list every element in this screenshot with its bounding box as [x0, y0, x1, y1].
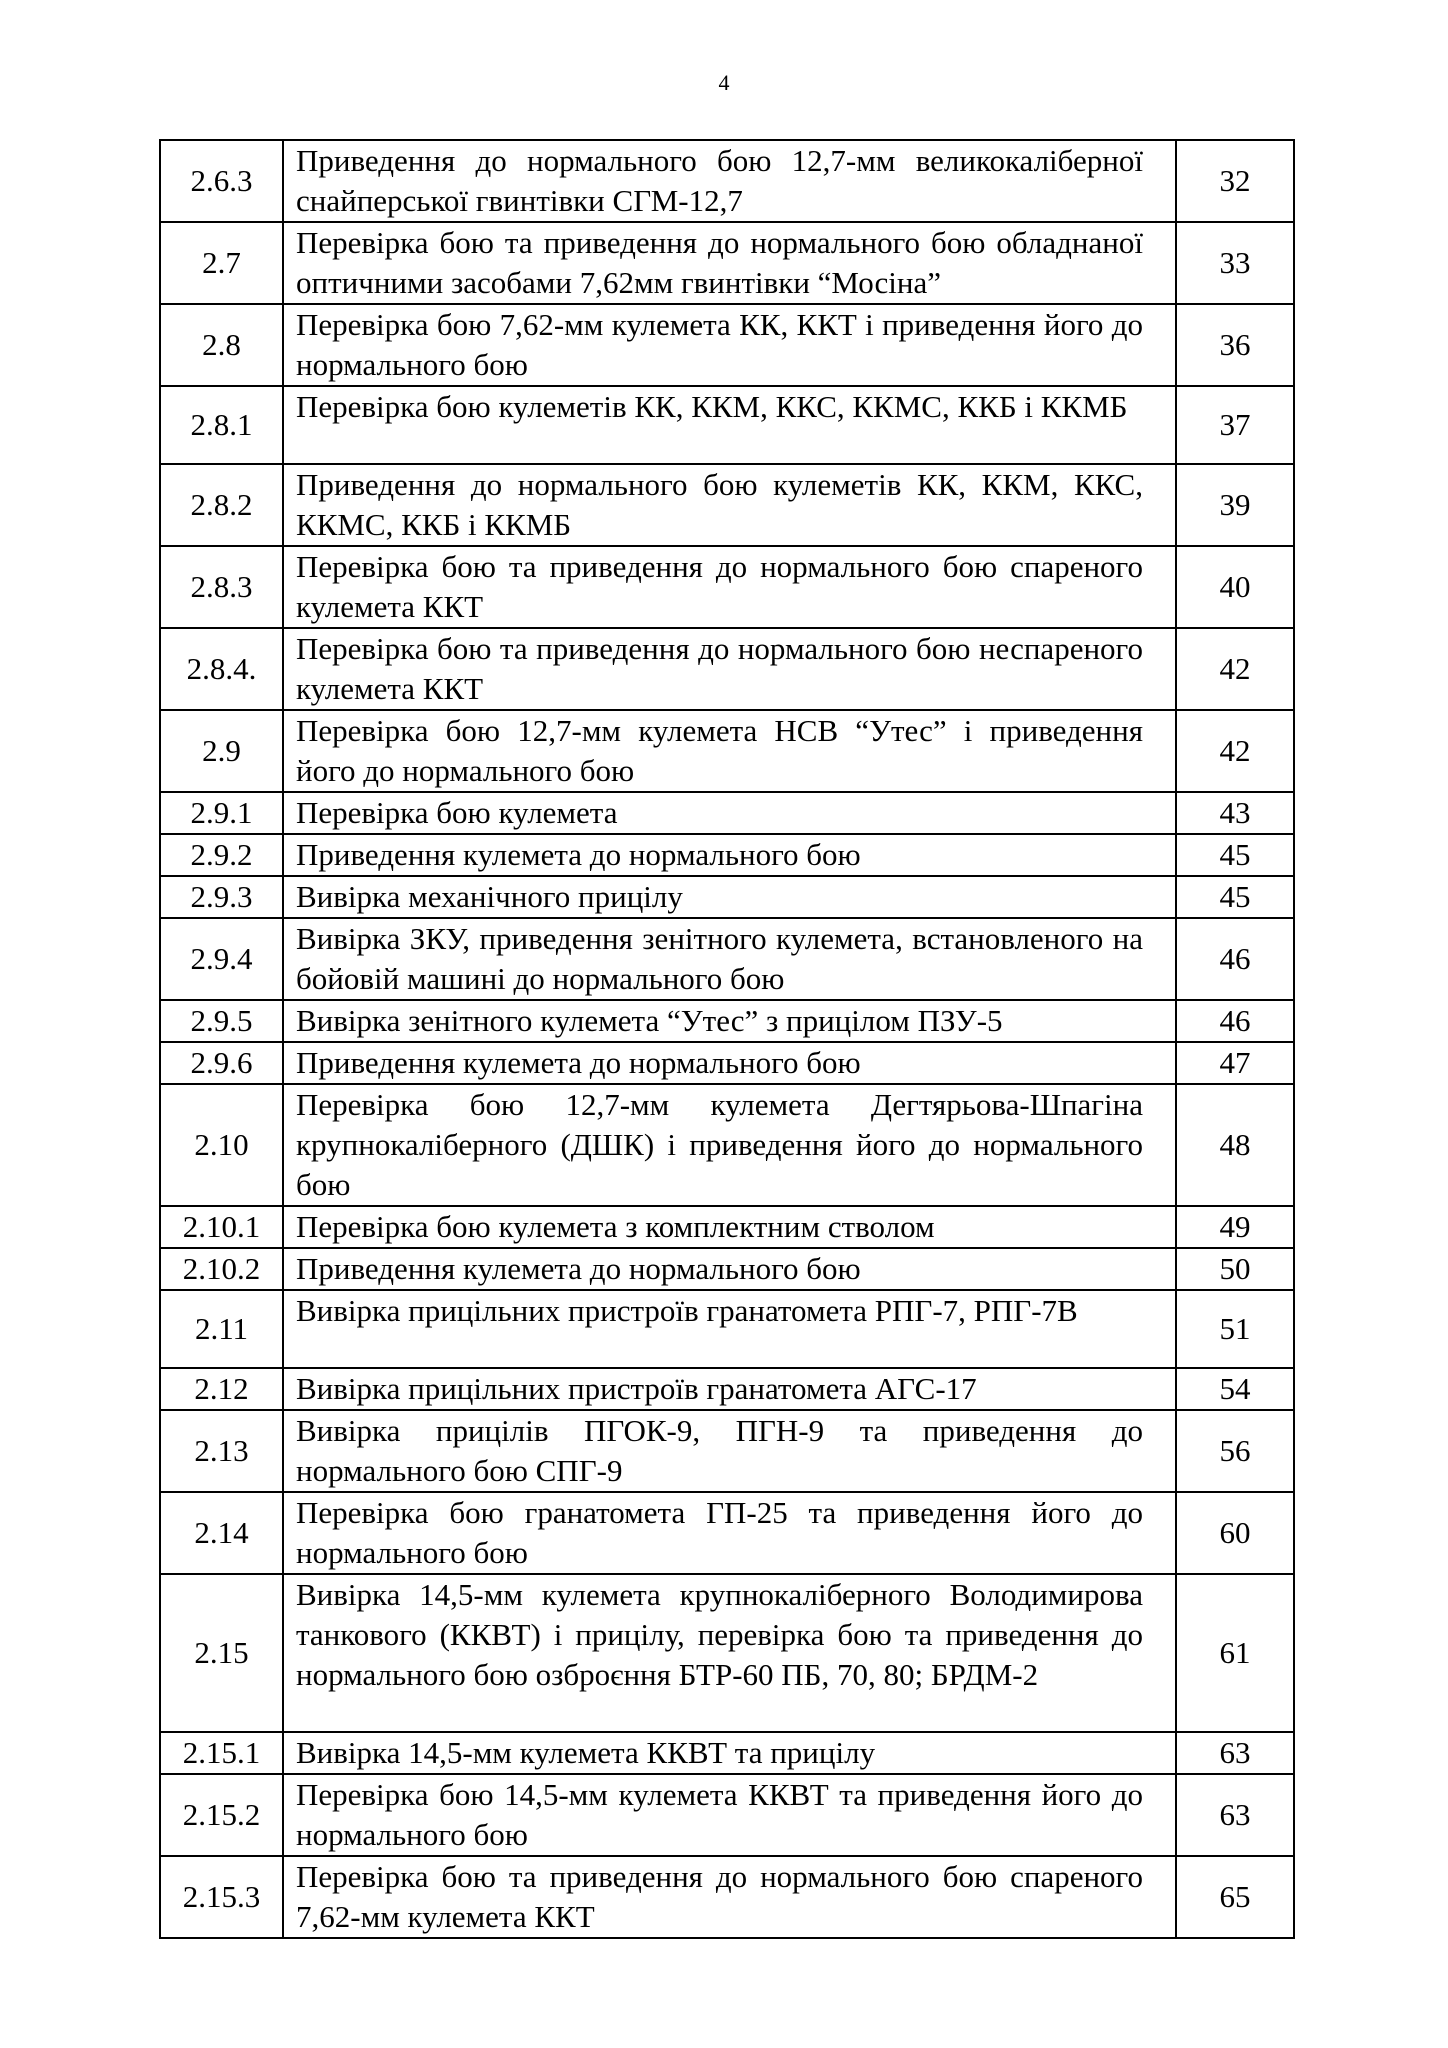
section-number: 2.8.1 — [160, 386, 283, 464]
toc-row — [160, 1206, 1294, 1248]
section-title: Перевірка бою 12,7-мм кулемета Дегтярьова-Шпагіна крупнокаліберного (ДШК) і приведення його до нормального бою — [283, 1084, 1176, 1206]
toc-row — [160, 834, 1294, 876]
section-title: Перевірка бою та приведення до нормального бою спареного 7,62-мм кулемета ККТ — [283, 1856, 1176, 1938]
section-number: 2.10.1 — [160, 1206, 283, 1248]
page-ref: 40 — [1176, 546, 1294, 628]
section-number: 2.7 — [160, 222, 283, 304]
section-title: Перевірка бою гранатомета ГП-25 та приведення його до нормального бою — [283, 1492, 1176, 1574]
page-ref: 63 — [1176, 1732, 1294, 1774]
page-ref: 49 — [1176, 1206, 1294, 1248]
section-title: Перевірка бою 7,62-мм кулемета КК, ККТ і приведення його до нормального бою — [283, 304, 1176, 386]
section-number: 2.9.2 — [160, 834, 283, 876]
section-number: 2.13 — [160, 1410, 283, 1492]
toc-row — [160, 1410, 1294, 1492]
section-title: Приведення кулемета до нормального бою — [283, 1248, 1176, 1290]
section-title: Приведення кулемета до нормального бою — [283, 1042, 1176, 1084]
toc-row — [160, 1574, 1294, 1732]
section-title: Перевірка бою та приведення до нормального бою неспареного кулемета ККТ — [283, 628, 1176, 710]
page-ref: 43 — [1176, 792, 1294, 834]
section-number: 2.9 — [160, 710, 283, 792]
page-ref: 48 — [1176, 1084, 1294, 1206]
table-of-contents — [159, 139, 1295, 1939]
section-title: Вивірка зенітного кулемета “Утес” з прицілом ПЗУ-5 — [283, 1000, 1176, 1042]
toc-row — [160, 140, 1294, 222]
page-ref: 39 — [1176, 464, 1294, 546]
page-ref: 56 — [1176, 1410, 1294, 1492]
page-ref: 51 — [1176, 1290, 1294, 1368]
toc-row — [160, 628, 1294, 710]
page-ref: 54 — [1176, 1368, 1294, 1410]
toc-row — [160, 386, 1294, 464]
page-ref: 46 — [1176, 1000, 1294, 1042]
section-number: 2.8.2 — [160, 464, 283, 546]
page-ref: 61 — [1176, 1574, 1294, 1732]
section-title: Вивірка прицільних пристроїв гранатомета РПГ-7, РПГ-7В — [283, 1290, 1176, 1368]
section-number: 2.14 — [160, 1492, 283, 1574]
toc-row — [160, 710, 1294, 792]
toc-row — [160, 222, 1294, 304]
toc-row — [160, 1732, 1294, 1774]
section-title: Вивірка прицілів ПГОК-9, ПГН-9 та приведення до нормального бою СПГ-9 — [283, 1410, 1176, 1492]
section-number: 2.15.2 — [160, 1774, 283, 1856]
section-number: 2.9.1 — [160, 792, 283, 834]
page-ref: 32 — [1176, 140, 1294, 222]
toc-row — [160, 1368, 1294, 1410]
section-number: 2.9.3 — [160, 876, 283, 918]
section-title: Приведення до нормального бою кулеметів КК, ККМ, ККС, ККМС, ККБ і ККМБ — [283, 464, 1176, 546]
section-number: 2.9.5 — [160, 1000, 283, 1042]
toc-row — [160, 546, 1294, 628]
page-ref: 45 — [1176, 876, 1294, 918]
page-number: 4 — [718, 70, 730, 95]
section-number: 2.15.1 — [160, 1732, 283, 1774]
section-number: 2.8 — [160, 304, 283, 386]
toc-row — [160, 1774, 1294, 1856]
toc-row — [160, 1084, 1294, 1206]
toc-row — [160, 1856, 1294, 1938]
section-title: Перевірка бою та приведення до нормального бою обладнаної оптичними засобами 7,62мм гвинтівки “Мосіна” — [283, 222, 1176, 304]
page-ref: 46 — [1176, 918, 1294, 1000]
section-number: 2.12 — [160, 1368, 283, 1410]
section-title: Перевірка бою кулемета — [283, 792, 1176, 834]
section-title: Перевірка бою 14,5-мм кулемета ККВТ та приведення його до нормального бою — [283, 1774, 1176, 1856]
section-title: Вивірка ЗКУ, приведення зенітного кулемета, встановленого на бойовій машині до нормального бою — [283, 918, 1176, 1000]
toc-row — [160, 1290, 1294, 1368]
section-title: Перевірка бою 12,7-мм кулемета НСВ “Утес” і приведення його до нормального бою — [283, 710, 1176, 792]
toc-row — [160, 1492, 1294, 1574]
toc-row — [160, 792, 1294, 834]
section-title: Вивірка 14,5-мм кулемета крупнокаліберного Володимирова танкового (ККВТ) і прицілу, перевірка бою та приведення до нормального бою озброєння БТР-60 ПБ, 70, 80; БРДМ-2 — [283, 1574, 1176, 1732]
section-title: Приведення до нормального бою 12,7-мм великокаліберної снайперської гвинтівки СГМ-12,7 — [283, 140, 1176, 222]
section-number: 2.10.2 — [160, 1248, 283, 1290]
section-number: 2.10 — [160, 1084, 283, 1206]
page-ref: 47 — [1176, 1042, 1294, 1084]
toc-row — [160, 1000, 1294, 1042]
section-title: Приведення кулемета до нормального бою — [283, 834, 1176, 876]
page-ref: 42 — [1176, 628, 1294, 710]
toc-row — [160, 304, 1294, 386]
section-number: 2.8.4. — [160, 628, 283, 710]
page-ref: 65 — [1176, 1856, 1294, 1938]
toc-row — [160, 876, 1294, 918]
toc-row — [160, 464, 1294, 546]
page-ref: 36 — [1176, 304, 1294, 386]
page-ref: 42 — [1176, 710, 1294, 792]
page-ref: 60 — [1176, 1492, 1294, 1574]
section-number: 2.8.3 — [160, 546, 283, 628]
page-ref: 33 — [1176, 222, 1294, 304]
section-number: 2.11 — [160, 1290, 283, 1368]
section-number: 2.9.4 — [160, 918, 283, 1000]
page-ref: 50 — [1176, 1248, 1294, 1290]
section-number: 2.9.6 — [160, 1042, 283, 1084]
section-title: Вивірка механічного прицілу — [283, 876, 1176, 918]
toc-row — [160, 1042, 1294, 1084]
toc-row — [160, 918, 1294, 1000]
section-number: 2.15 — [160, 1574, 283, 1732]
section-title: Перевірка бою та приведення до нормального бою спареного кулемета ККТ — [283, 546, 1176, 628]
section-number: 2.6.3 — [160, 140, 283, 222]
page-ref: 37 — [1176, 386, 1294, 464]
section-title: Перевірка бою кулемета з комплектним стволом — [283, 1206, 1176, 1248]
toc-row — [160, 1248, 1294, 1290]
section-title: Вивірка 14,5-мм кулемета ККВТ та прицілу — [283, 1732, 1176, 1774]
section-title: Вивірка прицільних пристроїв гранатомета АГС-17 — [283, 1368, 1176, 1410]
section-title: Перевірка бою кулеметів КК, ККМ, ККС, ККМС, ККБ і ККМБ — [283, 386, 1176, 464]
section-number: 2.15.3 — [160, 1856, 283, 1938]
page-ref: 45 — [1176, 834, 1294, 876]
page-ref: 63 — [1176, 1774, 1294, 1856]
